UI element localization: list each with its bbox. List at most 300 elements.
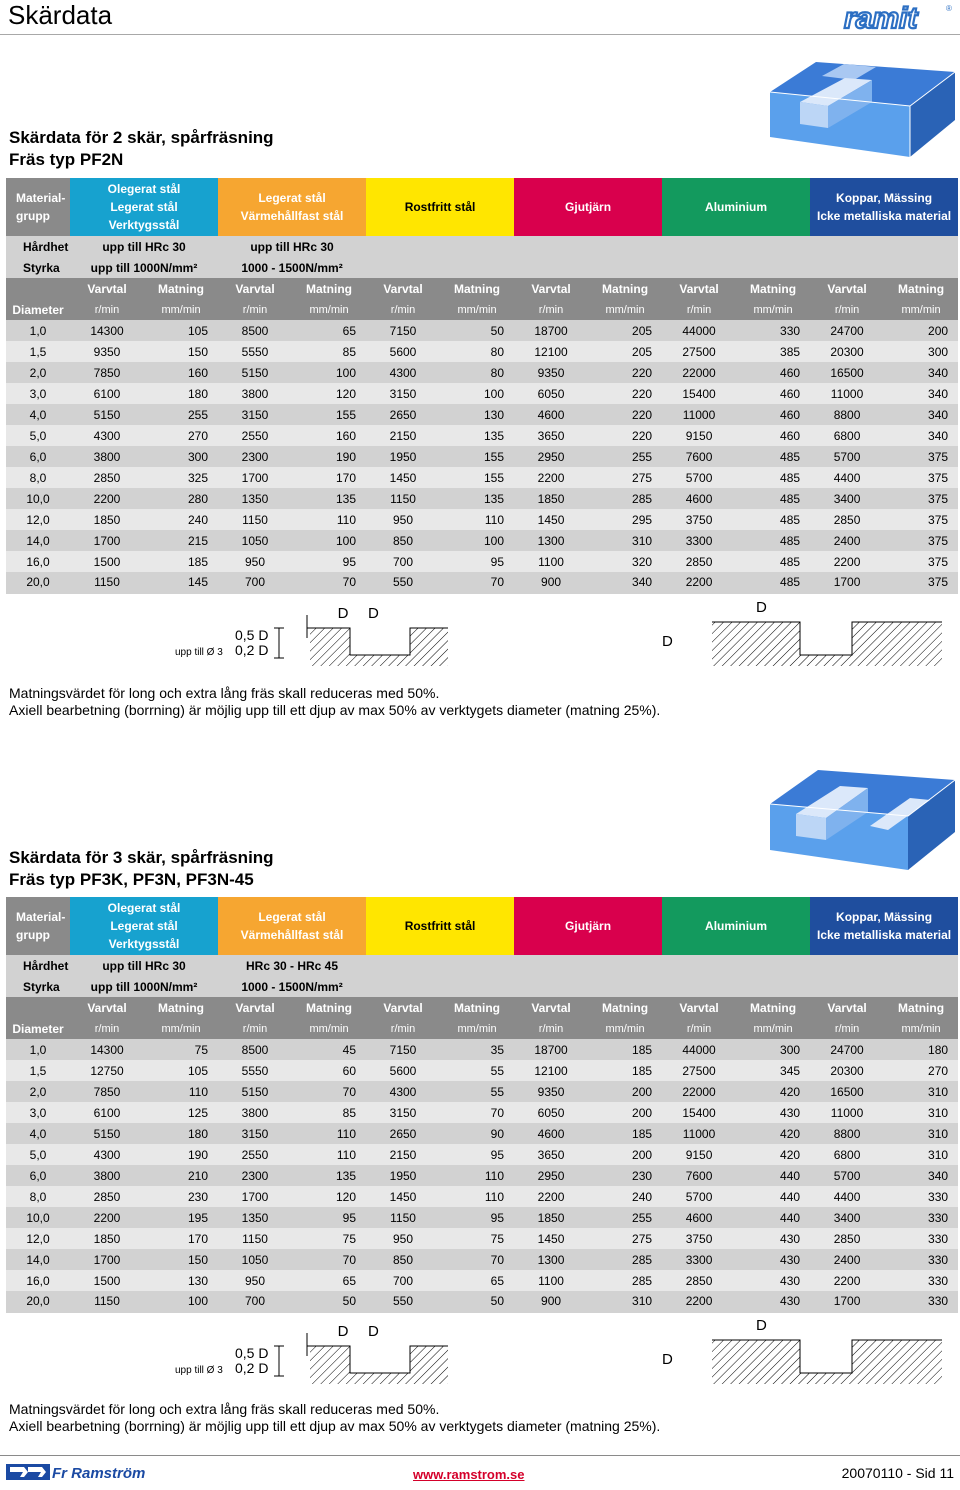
value-cell: 15400 [662,383,736,404]
value-cell: 270 [884,1060,958,1081]
value-cell: 135 [440,488,514,509]
value-cell: 70 [292,1081,366,1102]
note-long-feed: Matningsvärdet för long och extra lång fräs skall reduceras med 50%. [9,1401,440,1417]
table-row [6,1249,958,1270]
value-cell: 1300 [514,530,588,551]
value-cell: 280 [144,488,218,509]
matning-header: Matning [440,278,514,299]
sketch-d-label: D [368,1323,379,1340]
value-cell: 5600 [366,1060,440,1081]
value-cell: 950 [218,1270,292,1291]
value-cell: 5700 [662,467,736,488]
value-cell: 285 [588,1270,662,1291]
value-cell: 3800 [70,446,144,467]
value-cell: 80 [440,362,514,383]
hardness-row-label: Hårdhet [6,236,70,257]
unit-feed: mm/min [144,299,218,320]
value-cell: 1050 [218,530,292,551]
unit-feed: mm/min [144,1018,218,1039]
varvtal-header: Varvtal [810,278,884,299]
footer-website-link[interactable]: www.ramstrom.se [413,1467,525,1482]
value-cell: 18700 [514,1039,588,1060]
value-cell: 205 [588,341,662,362]
value-cell: 95 [440,1207,514,1228]
value-cell: 1300 [514,1249,588,1270]
value-cell: 2850 [810,1228,884,1249]
value-cell: 1950 [366,1165,440,1186]
diameter-cell: 8,0 [6,467,70,488]
value-cell: 6800 [810,1144,884,1165]
value-cell: 70 [292,1249,366,1270]
value-cell: 2550 [218,425,292,446]
matning-header: Matning [144,997,218,1018]
sketch-d-label: D [368,605,379,622]
value-cell: 210 [144,1165,218,1186]
value-cell: 3750 [662,509,736,530]
value-cell: 3150 [218,1123,292,1144]
value-cell: 2200 [662,1291,736,1312]
value-cell: 230 [144,1186,218,1207]
value-cell: 345 [736,1060,810,1081]
value-cell: 2200 [810,1270,884,1291]
value-cell: 7600 [662,1165,736,1186]
value-cell: 1700 [810,1291,884,1312]
diameter-cell: 12,0 [6,1228,70,1249]
value-cell: 1850 [514,488,588,509]
value-cell: 3650 [514,425,588,446]
material-group-label-line: Material- [16,910,66,924]
value-cell: 300 [144,446,218,467]
value-cell: 130 [440,404,514,425]
groove-sketch-right [652,600,952,677]
value-cell: 100 [440,383,514,404]
value-cell: 110 [440,1186,514,1207]
material-group-olegerat [70,178,218,236]
material-group-rostfritt [366,178,514,236]
value-cell: 3300 [662,530,736,551]
strength-row-value: upp till 1000N/mm² [70,976,218,997]
hardness-row-empty [366,955,958,976]
table-row [6,446,958,467]
value-cell: 255 [588,446,662,467]
unit-rpm: r/min [810,1018,884,1039]
unit-rpm: r/min [366,1018,440,1039]
value-cell: 285 [588,1249,662,1270]
table-row [6,1102,958,1123]
value-cell: 485 [736,530,810,551]
value-cell: 7850 [70,1081,144,1102]
value-cell: 100 [440,530,514,551]
material-group-name: Icke metalliska material [817,928,952,942]
value-cell: 170 [292,467,366,488]
material-group-name: Koppar, Mässing [836,910,933,924]
value-cell: 150 [144,341,218,362]
value-cell: 255 [144,404,218,425]
material-group-label [6,178,70,236]
value-cell: 120 [292,383,366,404]
value-cell: 6050 [514,383,588,404]
unit-rpm: r/min [366,299,440,320]
unit-feed: mm/min [588,1018,662,1039]
diameter-label: D [337,1323,349,1340]
table-row [6,320,958,341]
value-cell: 12100 [514,1060,588,1081]
value-cell: 2650 [366,404,440,425]
value-cell: 900 [514,1291,588,1312]
value-cell: 4300 [366,362,440,383]
value-cell: 220 [588,425,662,446]
value-cell: 190 [292,446,366,467]
value-cell: 50 [292,1291,366,1312]
hardness-row-value: upp till HRc 30 [218,236,366,257]
value-cell: 6800 [810,425,884,446]
value-cell: 2850 [70,1186,144,1207]
table-row [6,551,958,572]
value-cell: 110 [292,1144,366,1165]
table-row [6,1081,958,1102]
note-long-feed: Matningsvärdet för long och extra lång fräs skall reduceras med 50%. [9,685,440,701]
material-group-name: Aluminium [705,919,768,933]
value-cell: 110 [144,1081,218,1102]
unit-row [6,299,958,320]
value-cell: 65 [292,320,366,341]
value-cell: 2850 [70,467,144,488]
diameter-cell: 1,0 [6,320,70,341]
diameter-cell: 3,0 [6,383,70,404]
value-cell: 4400 [810,467,884,488]
varvtal-header: Varvtal [366,997,440,1018]
material-group-koppar [810,178,958,236]
value-cell: 100 [292,530,366,551]
table-row [6,1039,958,1060]
hardness-row-value: upp till HRc 30 [70,955,218,976]
diameter-cell: 8,0 [6,1186,70,1207]
value-cell: 275 [588,467,662,488]
value-cell: 3800 [218,383,292,404]
value-cell: 50 [440,320,514,341]
value-cell: 35 [440,1039,514,1060]
value-cell: 340 [884,362,958,383]
unit-rpm: r/min [70,1018,144,1039]
diameter-cell: 20,0 [6,572,70,593]
value-cell: 6100 [70,1102,144,1123]
material-group-gjutjarn [514,897,662,955]
value-cell: 375 [884,572,958,593]
diameter-header: Diameter [6,1018,70,1039]
value-cell: 11000 [810,383,884,404]
value-cell: 105 [144,320,218,341]
value-cell: 1450 [514,509,588,530]
value-cell: 1950 [366,446,440,467]
value-cell: 55 [440,1060,514,1081]
material-group-aluminium [662,897,810,955]
matning-header: Matning [292,278,366,299]
upto-label: upp till Ø 3 [175,1365,223,1376]
diameter-cell: 2,0 [6,362,70,383]
value-cell: 14300 [70,320,144,341]
value-cell: 900 [514,572,588,593]
matning-header: Matning [440,997,514,1018]
page-title: Skärdata [8,0,113,30]
value-cell: 850 [366,1249,440,1270]
value-cell: 330 [884,1228,958,1249]
material-group-name: Icke metalliska material [817,209,952,223]
value-cell: 9350 [70,341,144,362]
value-cell: 430 [736,1291,810,1312]
value-cell: 1150 [366,488,440,509]
value-cell: 340 [884,1165,958,1186]
value-cell: 3800 [218,1102,292,1123]
value-cell: 3400 [810,488,884,509]
value-cell: 5150 [218,362,292,383]
value-cell: 2200 [810,551,884,572]
value-cell: 700 [218,572,292,593]
diameter-cell: 5,0 [6,1144,70,1165]
value-cell: 55 [440,1081,514,1102]
value-cell: 5700 [810,446,884,467]
value-cell: 110 [292,509,366,530]
value-cell: 950 [366,509,440,530]
value-cell: 220 [588,362,662,383]
value-cell: 440 [736,1207,810,1228]
value-cell: 8500 [218,320,292,341]
diameter-cell: 6,0 [6,1165,70,1186]
value-cell: 2300 [218,446,292,467]
value-cell: 460 [736,404,810,425]
value-cell: 1500 [70,1270,144,1291]
unit-feed: mm/min [440,299,514,320]
value-cell: 460 [736,362,810,383]
speed-feed-header-row [6,278,958,299]
table-row [6,425,958,446]
value-cell: 16500 [810,362,884,383]
material-header-row [6,897,958,955]
depth-label: 0,5 D [235,1345,269,1361]
value-cell: 2150 [366,425,440,446]
material-group-name: Legerat stål [258,191,326,205]
diameter-cell: 14,0 [6,1249,70,1270]
value-cell: 180 [884,1039,958,1060]
footer-page-number: 20070110 - Sid 11 [841,1465,954,1481]
value-cell: 375 [884,551,958,572]
slot-block-illustration [770,62,955,167]
value-cell: 2150 [366,1144,440,1165]
material-group-label-line: grupp [16,928,50,942]
value-cell: 4300 [70,1144,144,1165]
strength-row-label: Styrka [6,976,70,997]
value-cell: 95 [292,1207,366,1228]
value-cell: 5600 [366,341,440,362]
material-group-name: Rostfritt stål [404,200,476,214]
value-cell: 310 [588,1291,662,1312]
value-cell: 70 [440,1102,514,1123]
value-cell: 550 [366,1291,440,1312]
value-cell: 70 [440,1249,514,1270]
value-cell: 24700 [810,320,884,341]
table-row [6,530,958,551]
value-cell: 27500 [662,341,736,362]
value-cell: 44000 [662,320,736,341]
value-cell: 3150 [366,1102,440,1123]
unit-rpm: r/min [218,1018,292,1039]
value-cell: 420 [736,1123,810,1144]
table-row [6,467,958,488]
value-cell: 1700 [70,530,144,551]
value-cell: 130 [144,1270,218,1291]
value-cell: 1700 [218,1186,292,1207]
value-cell: 50 [440,1291,514,1312]
value-cell: 7850 [70,362,144,383]
diameter-header: Diameter [6,299,70,320]
table-row [6,1207,958,1228]
value-cell: 2950 [514,1165,588,1186]
unit-feed: mm/min [440,1018,514,1039]
unit-feed: mm/min [736,1018,810,1039]
matning-header: Matning [292,997,366,1018]
value-cell: 1150 [70,1291,144,1312]
value-cell: 1850 [70,509,144,530]
value-cell: 11000 [662,1123,736,1144]
value-cell: 185 [588,1123,662,1144]
material-group-name: Värmehållfast stål [240,928,344,942]
value-cell: 190 [144,1144,218,1165]
value-cell: 950 [218,551,292,572]
matning-header: Matning [736,278,810,299]
value-cell: 70 [440,572,514,593]
value-cell: 240 [144,509,218,530]
value-cell: 1100 [514,1270,588,1291]
unit-rpm: r/min [218,299,292,320]
value-cell: 120 [292,1186,366,1207]
value-cell: 12100 [514,341,588,362]
value-cell: 310 [884,1102,958,1123]
value-cell: 75 [440,1228,514,1249]
unit-rpm: r/min [662,299,736,320]
section-title [9,847,274,891]
material-group-name: Värmehållfast stål [240,209,344,223]
groove-sketch-middle [310,600,450,677]
logo-text: ramit [844,2,918,32]
value-cell: 1850 [514,1207,588,1228]
varvtal-header: Varvtal [366,278,440,299]
table-row [6,1060,958,1081]
value-cell: 2650 [366,1123,440,1144]
value-cell: 11000 [662,404,736,425]
value-cell: 2400 [810,530,884,551]
value-cell: 4600 [514,404,588,425]
value-cell: 375 [884,446,958,467]
value-cell: 340 [884,425,958,446]
value-cell: 440 [736,1165,810,1186]
value-cell: 1050 [218,1249,292,1270]
table-row [6,509,958,530]
matning-header: Matning [144,278,218,299]
value-cell: 3150 [366,383,440,404]
value-cell: 15400 [662,1102,736,1123]
value-cell: 3650 [514,1144,588,1165]
title-bar [0,0,960,35]
value-cell: 430 [736,1228,810,1249]
value-cell: 1150 [70,572,144,593]
table-row [6,1165,958,1186]
value-cell: 1850 [70,1228,144,1249]
strength-row-value: 1000 - 1500N/mm² [218,976,366,997]
value-cell: 170 [144,1228,218,1249]
table-row [6,1123,958,1144]
value-cell: 22000 [662,362,736,383]
matning-header: Matning [884,278,958,299]
material-group-gjutjarn [514,178,662,236]
diameter-cell: 5,0 [6,425,70,446]
value-cell: 85 [292,1102,366,1123]
value-cell: 550 [366,572,440,593]
value-cell: 485 [736,551,810,572]
value-cell: 1700 [218,467,292,488]
groove-sketch-right [652,1318,952,1395]
varvtal-header: Varvtal [70,997,144,1018]
value-cell: 24700 [810,1039,884,1060]
depth-small-label: 0,2 D [235,642,269,658]
value-cell: 1450 [366,1186,440,1207]
value-cell: 8500 [218,1039,292,1060]
value-cell: 95 [440,551,514,572]
unit-row [6,1018,958,1039]
material-group-label-line: grupp [16,209,50,223]
value-cell: 65 [292,1270,366,1291]
groove-sketch-middle [310,1318,450,1395]
material-group-name: Verktygsstål [108,218,180,232]
unit-feed: mm/min [588,299,662,320]
value-cell: 330 [884,1270,958,1291]
section-title-line2: Fräs typ PF3K, PF3N, PF3N-45 [9,870,254,889]
value-cell: 110 [440,509,514,530]
value-cell: 485 [736,467,810,488]
unit-feed: mm/min [292,299,366,320]
value-cell: 375 [884,488,958,509]
value-cell: 430 [736,1102,810,1123]
value-cell: 330 [884,1249,958,1270]
value-cell: 100 [292,362,366,383]
unit-rpm: r/min [70,299,144,320]
matning-header: Matning [736,997,810,1018]
value-cell: 200 [588,1144,662,1165]
material-group-koppar [810,897,958,955]
value-cell: 4300 [70,425,144,446]
table-row [6,1228,958,1249]
value-cell: 385 [736,341,810,362]
varvtal-header: Varvtal [514,278,588,299]
value-cell: 325 [144,467,218,488]
value-cell: 125 [144,1102,218,1123]
footer-divider [0,1455,960,1456]
value-cell: 850 [366,530,440,551]
value-cell: 2550 [218,1144,292,1165]
diameter-cell: 1,5 [6,341,70,362]
value-cell: 2850 [662,1270,736,1291]
table-row [6,404,958,425]
value-cell: 2200 [662,572,736,593]
value-cell: 9350 [514,1081,588,1102]
value-cell: 100 [144,1291,218,1312]
unit-rpm: r/min [514,299,588,320]
value-cell: 4400 [810,1186,884,1207]
diameter-cell: 10,0 [6,488,70,509]
value-cell: 185 [588,1039,662,1060]
value-cell: 330 [736,320,810,341]
value-cell: 4300 [366,1081,440,1102]
hardness-row-label: Hårdhet [6,955,70,976]
varvtal-header: Varvtal [218,997,292,1018]
